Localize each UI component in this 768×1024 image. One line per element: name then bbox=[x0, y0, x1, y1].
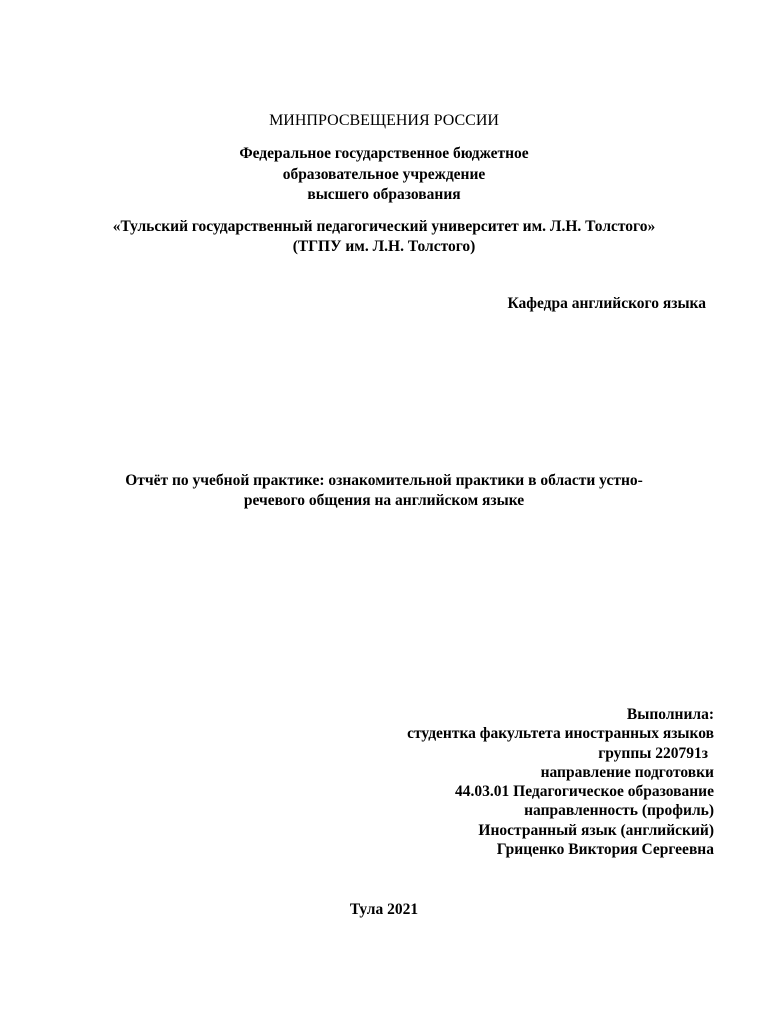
institution-line-3: высшего образования bbox=[307, 186, 461, 203]
department-name: Кафедра английского языка bbox=[507, 295, 706, 312]
author-faculty: студентка факультета иностранных языков bbox=[407, 725, 714, 743]
city-year: Тула 2021 bbox=[349, 901, 419, 918]
university-name: «Тульский государственный педагогический университет им. Л.Н. Толстого» bbox=[112, 218, 656, 235]
author-full-name: Гриценко Виктория Сергеевна bbox=[496, 841, 714, 859]
author-role: Выполнила: bbox=[626, 706, 714, 723]
author-group: группы 220791з bbox=[598, 744, 708, 762]
author-direction-value: 44.03.01 Педагогическое образование bbox=[455, 783, 714, 801]
author-direction-label: направление подготовки bbox=[540, 763, 714, 781]
author-profile-label: направленность (профиль) bbox=[524, 802, 714, 820]
institution-line-2: образовательное учреждение bbox=[282, 166, 486, 183]
report-title-line-2: речевого общения на английском языке bbox=[243, 492, 525, 509]
author-block bbox=[407, 705, 714, 859]
ministry-heading: МИНПРОСВЕЩЕНИЯ РОССИИ bbox=[269, 112, 499, 129]
report-title-line-1: Отчёт по учебной практике: ознакомительной практики в области устно- bbox=[125, 472, 643, 489]
author-profile-value: Иностранный язык (английский) bbox=[478, 821, 714, 839]
institution-line-1: Федеральное государственное бюджетное bbox=[239, 145, 529, 162]
university-abbreviation: (ТГПУ им. Л.Н. Толстого) bbox=[292, 238, 476, 255]
